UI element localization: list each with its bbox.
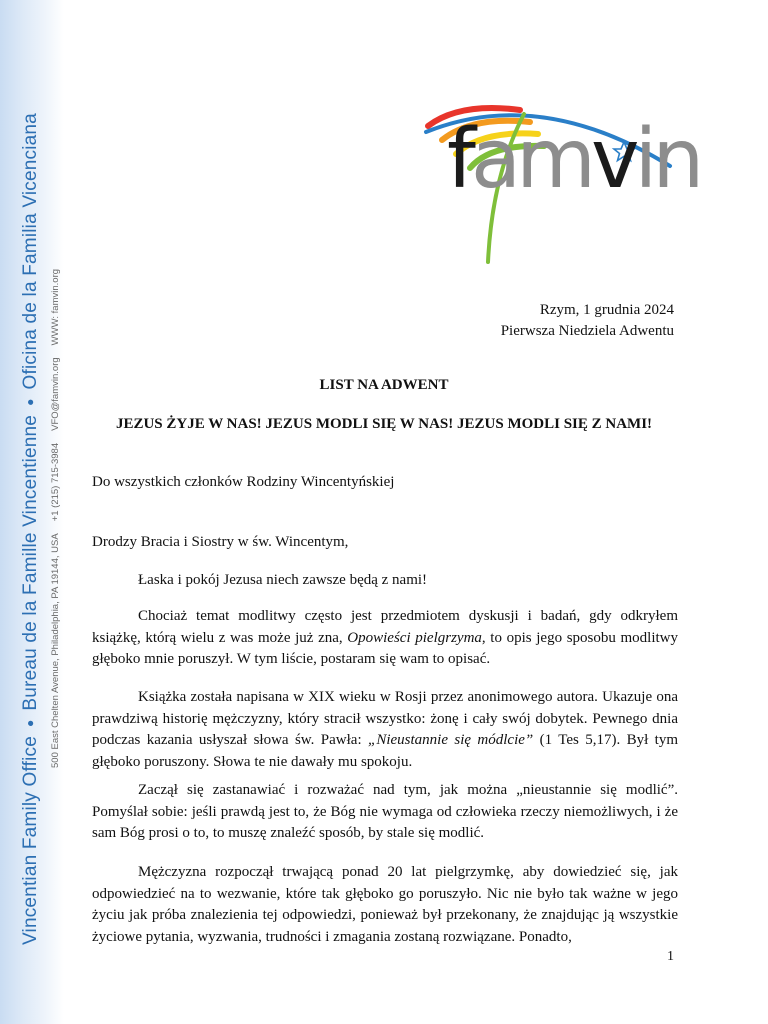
greeting: Łaska i pokój Jezusa niech zawsze będą z nami! <box>138 572 428 588</box>
page-number: 1 <box>667 949 674 964</box>
office-names <box>20 113 42 945</box>
office-name-en: Vincentian Family Office <box>20 736 41 945</box>
address: 500 East Chelten Avenue, Philadelphia, PA 19144, USA <box>50 533 61 768</box>
email: VFO@famvin.org <box>50 357 61 431</box>
paragraph-3: Zaczął się zastanawiać i rozważać nad tym, jak można „nieustannie się modlić”. Pomyślał sobie: jeśli prawdą jest to, że Bóg nie wymaga od człowieka rzeczy niemożliwych, i że sam Bóg prosi o to, to muszę znaleźć sposób, by stale się modlić. <box>92 782 678 841</box>
dateline <box>501 300 674 342</box>
letter-title: LIST NA ADWENT <box>319 377 449 393</box>
paragraph-2: Książka została napisana w XIX wieku w Rosji przez anonimowego autora. Ukazuje ona prawdziwą historię mężczyzny, który stracił wszystko: żonę i cały swój dobytek. Pewnego dnia podczas kazania usłyszał słowa św. Pawła: „Nieustannie się módlcie” (1 Tes 5,17). Był tym głęboko poruszony. Słowa te nie dawały mu spokoju. <box>92 689 679 770</box>
separator-dot: ● <box>23 719 37 728</box>
website: WWW: famvin.org <box>50 268 61 346</box>
separator-dot: ● <box>23 398 37 406</box>
salutation: Drodzy Bracia i Siostry w św. Wincentym, <box>92 534 349 550</box>
logo-wordmark: famvin <box>447 112 700 207</box>
paragraph-4: Mężczyzna rozpoczął trwającą ponad 20 lat pielgrzymkę, aby dowiedzieć się, jak odpowiedzieć na to wezwanie, które tak głęboko go poruszyło. Nic nie było tak ważne w jego życiu jak próba znalezienia tej odpowiedzi, ponieważ był przekonany, że znajdując ją wszystkie życiowe pytania, wyzwania, trudności i zmagania zostaną rozwiązane. Ponadto, <box>92 864 678 945</box>
place-date: Rzym, 1 grudnia 2024 <box>539 302 674 318</box>
recipients: Do wszystkich członków Rodziny Wincentyńskiej <box>92 474 395 490</box>
office-name-es: Oficina de la Familia Vicenciana <box>20 113 41 390</box>
phone: +1 (215) 715-3984 <box>50 442 61 522</box>
letter-subtitle: JEZUS ŻYJE W NAS! JEZUS MODLI SIĘ W NAS! JEZUS MODLI SIĘ Z NAMI! <box>115 416 653 432</box>
paragraph-1: Chociaż temat modlitwy często jest przedmiotem dyskusji i badań, gdy odkryłem książkę, którą wielu z was może już zna, Opowieści pielgrzyma, to opis jego sposobu modlitwy głęboko mnie poruszył. W tym liście, postaram się wam to opisać. <box>92 608 679 667</box>
office-name-fr: Bureau de la Famille Vincentienne <box>20 414 41 711</box>
occasion: Pierwsza Niedziela Adwentu <box>500 323 674 339</box>
contact-info <box>50 269 61 768</box>
